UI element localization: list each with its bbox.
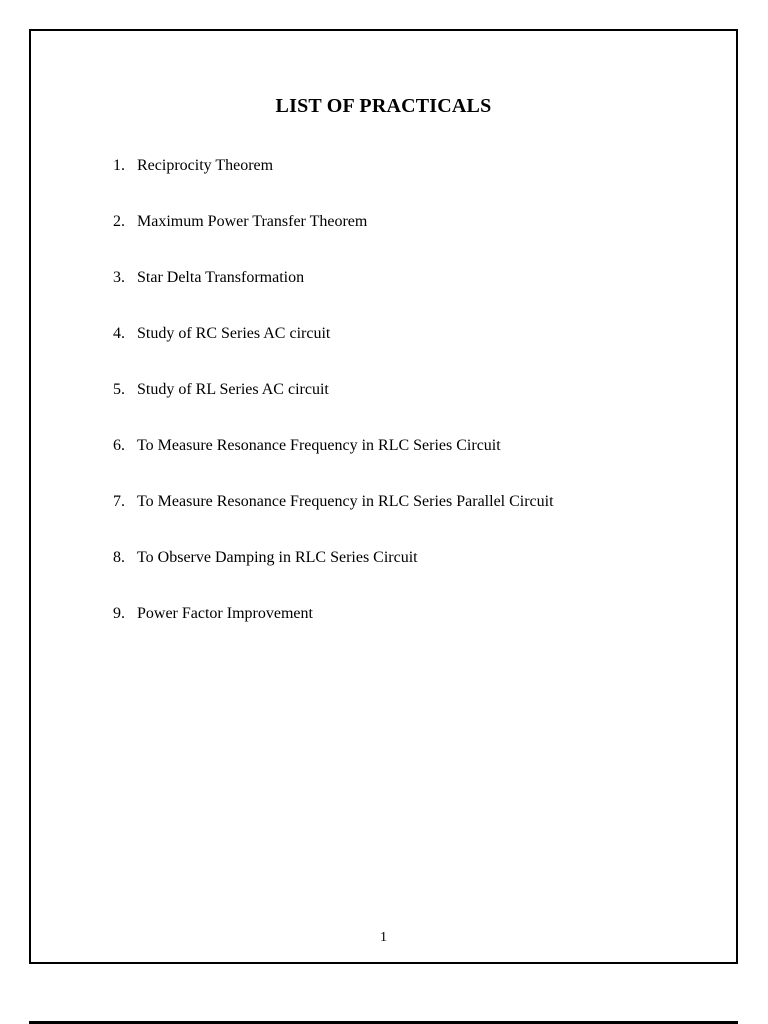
item-label: To Measure Resonance Frequency in RLC Series Circuit (137, 437, 501, 454)
item-label: To Measure Resonance Frequency in RLC Series Parallel Circuit (137, 493, 554, 510)
list-item (113, 548, 554, 604)
item-number: 2. (113, 213, 125, 230)
item-label: To Observe Damping in RLC Series Circuit (137, 549, 418, 566)
item-label: Star Delta Transformation (137, 269, 305, 286)
item-number: 7. (113, 493, 125, 510)
list-item (113, 436, 554, 492)
list-item (113, 268, 554, 324)
item-number: 4. (113, 325, 125, 342)
item-label: Power Factor Improvement (137, 605, 313, 622)
item-label: Study of RL Series AC circuit (137, 381, 329, 398)
item-number: 1. (113, 157, 125, 174)
item-number: 6. (113, 437, 125, 454)
page-number: 1 (380, 930, 387, 945)
item-label: Reciprocity Theorem (137, 157, 274, 174)
item-number: 5. (113, 381, 125, 398)
list-item (113, 492, 554, 548)
list-item (113, 380, 554, 436)
page-title: LIST OF PRACTICALS (275, 95, 492, 117)
document-page (29, 29, 738, 964)
item-number: 8. (113, 549, 125, 566)
item-number: 3. (113, 269, 125, 286)
item-number: 9. (113, 605, 125, 622)
practicals-list (113, 156, 554, 660)
list-item (113, 604, 554, 660)
item-label: Maximum Power Transfer Theorem (137, 213, 368, 230)
item-label: Study of RC Series AC circuit (137, 325, 331, 342)
list-item (113, 324, 554, 380)
list-item (113, 156, 554, 212)
list-item (113, 212, 554, 268)
